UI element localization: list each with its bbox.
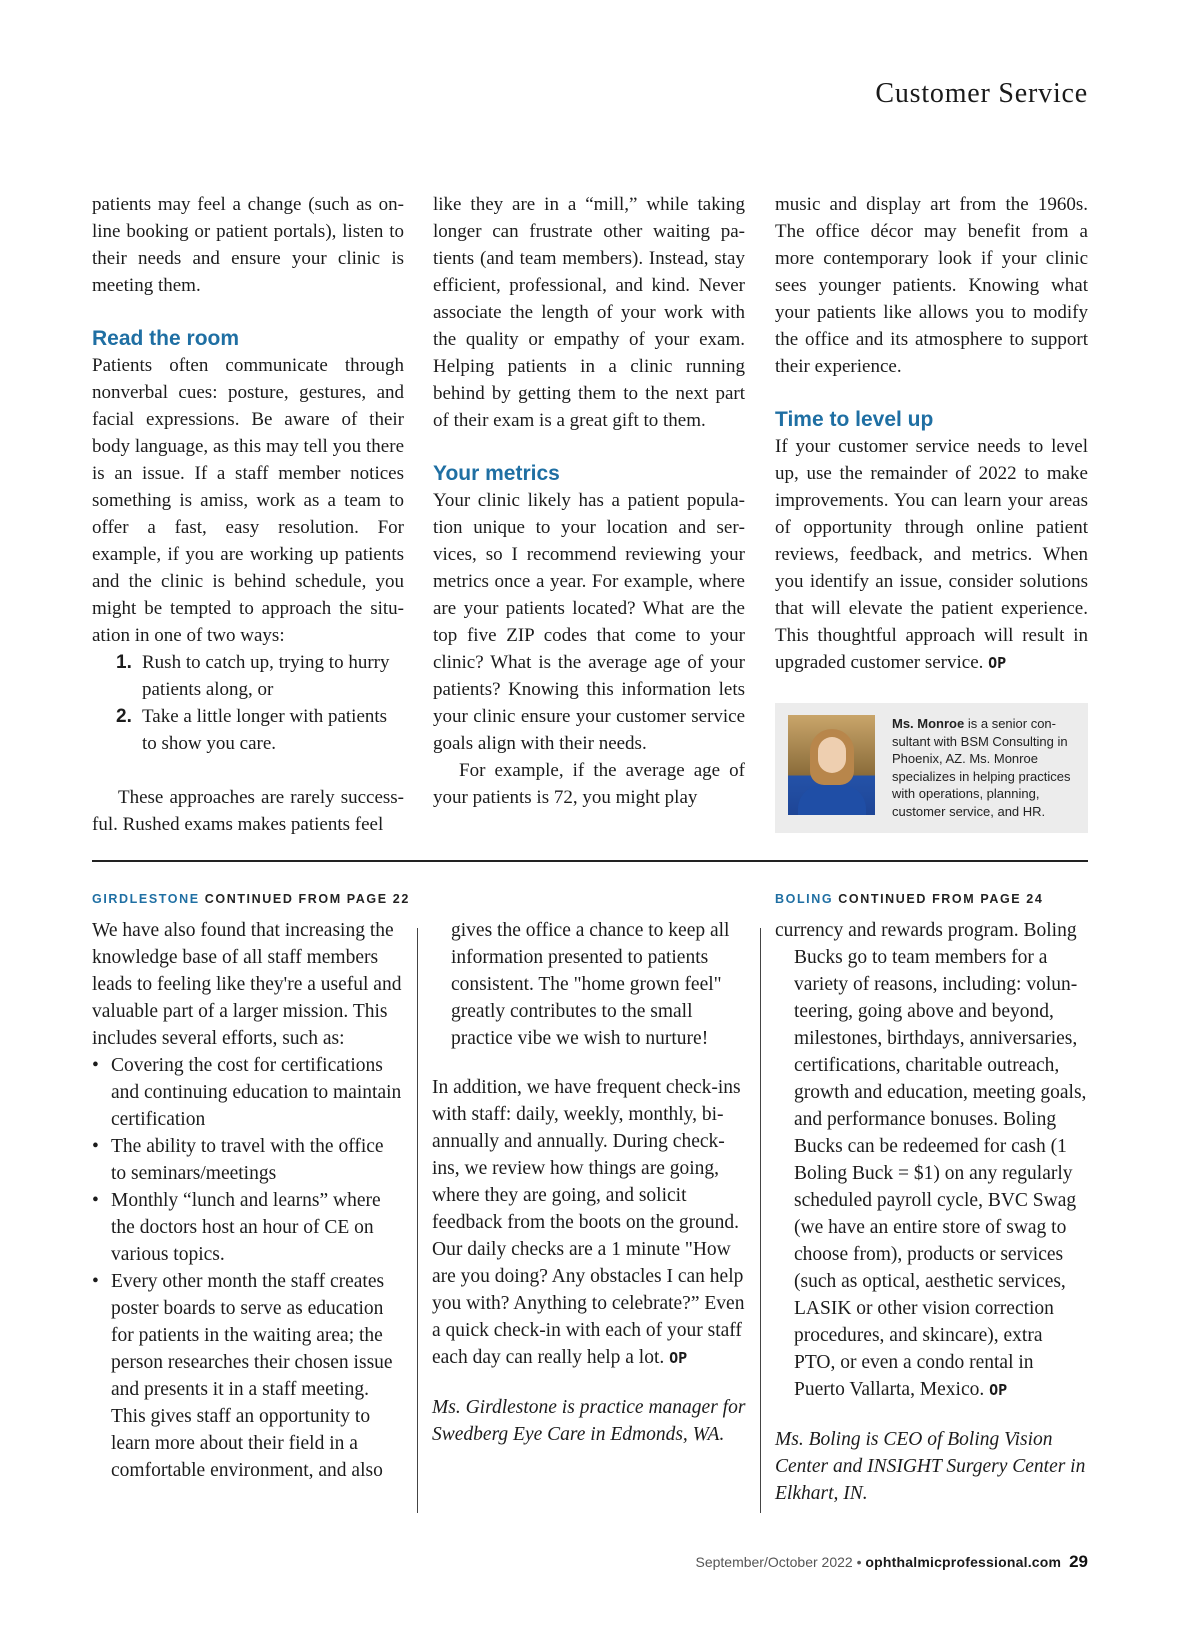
op-end-mark: OP: [669, 1349, 688, 1367]
list-item: 1. Rush to catch up, trying to hurry patients along, or: [116, 652, 390, 700]
level-up-paragraph: If your customer service needs to level up, use the remainder of 2022 to make improvements. You can learn your areas of opportunity through online patient reviews, feedback, and metrics. When you identify an issue, consider solutions that will elevate the patient experience. This thoughtful approach will result in upgraded customer service. OP: [775, 436, 1088, 673]
heading-time-to-level-up: Time to level up: [775, 408, 934, 431]
author-bio-text: Ms. Monroe is a senior consultant with BSM Consulting in Phoenix, AZ. Ms. Monroe specializes in helping practices with operations, planning, customer service, and HR.: [892, 716, 1071, 819]
heading-read-the-room: Read the room: [92, 327, 240, 350]
column-divider: [760, 928, 761, 1513]
girdlestone-column-2: [432, 917, 747, 1448]
metrics-paragraph: Your clinic likely has a patient population unique to your location and services, so I recommend reviewing your metrics once a year. For example, where are your patients located? What are the top five ZIP codes that come to your clinic? What is the average age of your patients? Knowing this information lets your clinic ensure your customer service goals align with their needs.: [433, 490, 745, 754]
knowledge-paragraph: We have also found that increasing the knowledge base of all staff members leads to feeling like they're a useful and valuable part of a larger mission. This includes several efforts, such as:: [92, 920, 402, 1049]
op-end-mark: OP: [989, 1381, 1008, 1399]
author-signature-boling: Ms. Boling is CEO of Boling Vision Center and INSIGHT Surgery Center in Elkhart, IN.: [775, 1429, 1086, 1504]
op-end-mark: OP: [988, 654, 1007, 672]
average-age-paragraph: For example, if the average age of your patients is 72, you might play: [433, 760, 745, 808]
boling-column: [775, 917, 1088, 1507]
closing-paragraph: These approaches are rarely successful. Rushed exams makes patients feel: [92, 787, 404, 835]
continued-bullet-text: gives the office a chance to keep all information presented to patients consistent. The "home grown feel" greatly contributes to the small practice vibe we wish to nurture!: [451, 920, 730, 1049]
intro-paragraph: patients may feel a change (such as online booking or patient portals), listen to their needs and ensure your clinic is meeting them.: [92, 194, 404, 296]
section-divider: [92, 860, 1088, 862]
read-the-room-paragraph: Patients often communicate through nonverbal cues: posture, gestures, and facial expressions. Be aware of their body language, as this may tell you there is an issue. If a staff member notices something is amiss, work as a team to offer a fast, easy resolution. For example, if you are working up patients and the clinic is behind schedule, you might be tempted to approach the situation in one of two ways:: [92, 355, 404, 646]
continued-label-boling: BOLING CONTINUED FROM PAGE 24: [775, 892, 1044, 906]
options-list: [92, 649, 404, 757]
page-number: 29: [1069, 1552, 1088, 1571]
boling-bucks-paragraph: Bucks go to team members for a variety of reasons, including: volunteering, going above and beyond, milestones, birthdays, anniversaries, certifications, charitable outreach, growth and education, meeting goals, and performance bonuses. Boling Bucks can be redeemed for cash (1 Boling Buck = $1) on any regularly scheduled payroll cycle, BVC Swag (we have an entire store of swag to choose from), products or services (such as optical, aesthetic services, LASIK or other vision correction procedures, and skincare), extra PTO, or even a condo rental in Puerto Vallarta, Mexico. OP: [794, 947, 1087, 1400]
check-ins-paragraph: In addition, we have frequent check-ins with staff: daily, weekly, monthly, bi-annually and annually. During check-ins, we review how things are going, where they are going, and solicit feedback from the boots on the ground. Our daily checks are a 1 minute "How are you doing? Any obstacles I can help you with? Anything to celebrate?” Even a quick check-in with each of your staff each day can really help a lot. OP: [432, 1077, 745, 1368]
efforts-list: [92, 1052, 402, 1484]
list-item: • The ability to travel with the office to seminars/meetings: [92, 1133, 402, 1187]
column-divider: [417, 928, 418, 1513]
mill-paragraph: like they are in a “mill,” while taking longer can frustrate other waiting patients (and team members). Instead, stay efficient, professional, and kind. Never associate the length of your work with the quality or empathy of your exam. Helping patients in a clinic running behind by getting them to the next part of their exam is a great gift to them.: [433, 194, 745, 431]
author-bio-box: [775, 703, 1088, 833]
girdlestone-column-1: [92, 917, 402, 1484]
list-item: 2. Take a little longer with patients to show you care.: [116, 706, 388, 754]
author-signature-girdlestone: Ms. Girdlestone is practice manager for Swedberg Eye Care in Edmonds, WA.: [432, 1397, 746, 1445]
page-footer: September/October 2022 • ophthalmicprofessional.com 29: [695, 1552, 1088, 1571]
website-link[interactable]: ophthalmicprofessional.com: [865, 1554, 1062, 1570]
heading-your-metrics: Your metrics: [433, 462, 560, 485]
decor-paragraph: music and display art from the 1960s. The office décor may benefit from a more contemporary look if your clinic sees younger patients. Knowing what your patients like allows you to modify the office and its atmosphere to support their experience.: [775, 194, 1088, 377]
continued-label-girdlestone: GIRDLESTONE CONTINUED FROM PAGE 22: [92, 892, 410, 906]
article-column-1: [92, 191, 404, 838]
list-item: • Monthly “lunch and learns” where the doctors host an hour of CE on various topics.: [92, 1187, 402, 1268]
section-header: Customer Service: [875, 78, 1088, 109]
article-column-2: [433, 191, 745, 811]
issue-date: September/October 2022: [695, 1554, 853, 1570]
article-column-3: [775, 191, 1088, 677]
author-photo: [788, 715, 875, 815]
rewards-paragraph: currency and rewards program. Boling: [775, 920, 1077, 941]
list-item: • Every other month the staff creates poster boards to serve as education for patients in the waiting area; the person researches their chosen issue and presents it in a staff meeting. This gives staff an opportunity to learn more about their field in a comfortable environment, and also: [92, 1268, 402, 1484]
list-item: • Covering the cost for certifications and continuing education to maintain certification: [92, 1052, 402, 1133]
